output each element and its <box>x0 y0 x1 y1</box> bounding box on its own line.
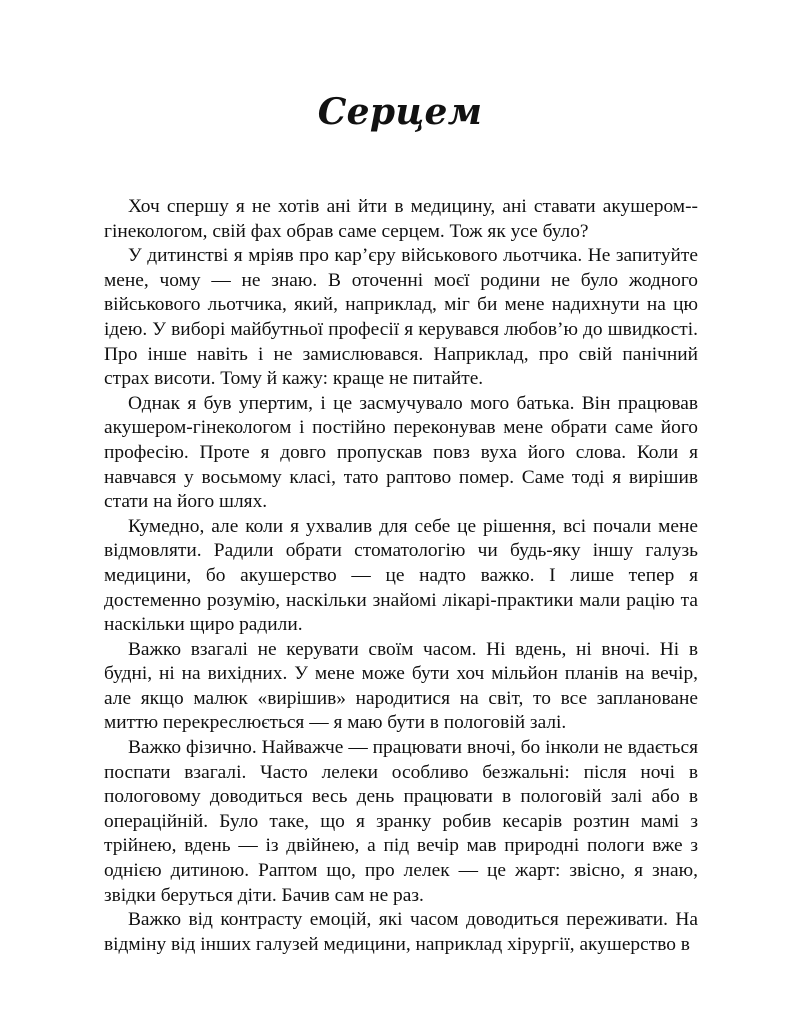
paragraph: У дитинстві я мріяв про кар’єру військового льотчика. Не запитуйте мене, чому — не знаю. В оточенні моєї родини не було жодного військового льотчика, який, наприклад, міг би мене надихнути на цю ідею. У виборі майбутньої професії я керувався любов’ю до швидкості. Про інше навіть і не замислювався. Наприклад, про свій панічний страх висоти. Тому й кажу: краще не питайте. <box>104 245 698 390</box>
chapter-title: Серцем <box>317 91 483 133</box>
paragraph: Важко фізично. Найважче — працювати вночі, бо інколи не вдається поспати взагалі. Часто лелеки особливо безжальні: після ночі в пологовому доводиться весь день працювати в пологовій залі або в операційній. Було таке, що я зранку робив кесарів розтин мамі з трійнею, вдень — із двійнею, а під вечір мав природні пологи вже з однією дитиною. Раптом що, про лелек — це жарт: звісно, я знаю, звідки беруться діти. Бачив сам не раз. <box>104 737 698 906</box>
paragraph: Хоч спершу я не хотів ані йти в медицину, ані ставати акушером-гінекологом, свій фах обрав саме серцем. Тож як усе було? <box>104 196 698 242</box>
paragraph: Важко взагалі не керувати своїм часом. Ні вдень, ні вночі. Ні в будні, ні на вихідних. У мене може бути хоч мільйон планів на вечір, але якщо малюк «вирішив» народитися на світ, то все заплановане миттю перекреслюється — я маю бути в пологовій залі. <box>104 638 698 734</box>
paragraph: Однак я був упертим, і це засмучувало мого батька. Він працював акушером-гінекологом і постійно переконував мене обрати саме його професію. Проте я довго пропускав повз вуха його слова. Коли я навчався у восьмому класі, тато раптово помер. Саме тоді я вирішив стати на його шлях. <box>104 392 698 513</box>
paragraph: Кумедно, але коли я ухвалив для себе це рішення, всі почали мене відмовляти. Радили обрати стоматологію чи будь-яку іншу галузь медицини, бо акушерство — це надто важко. І лише тепер я достеменно розумію, наскільки знайомі лікарі-практики мали рацію та наскільки щиро радили. <box>104 515 698 636</box>
paragraph: Важко від контрасту емоцій, які часом доводиться переживати. На відміну від інших галузей медицини, наприклад хірургії, акушерство в <box>104 909 698 955</box>
chapter-body <box>104 195 698 957</box>
